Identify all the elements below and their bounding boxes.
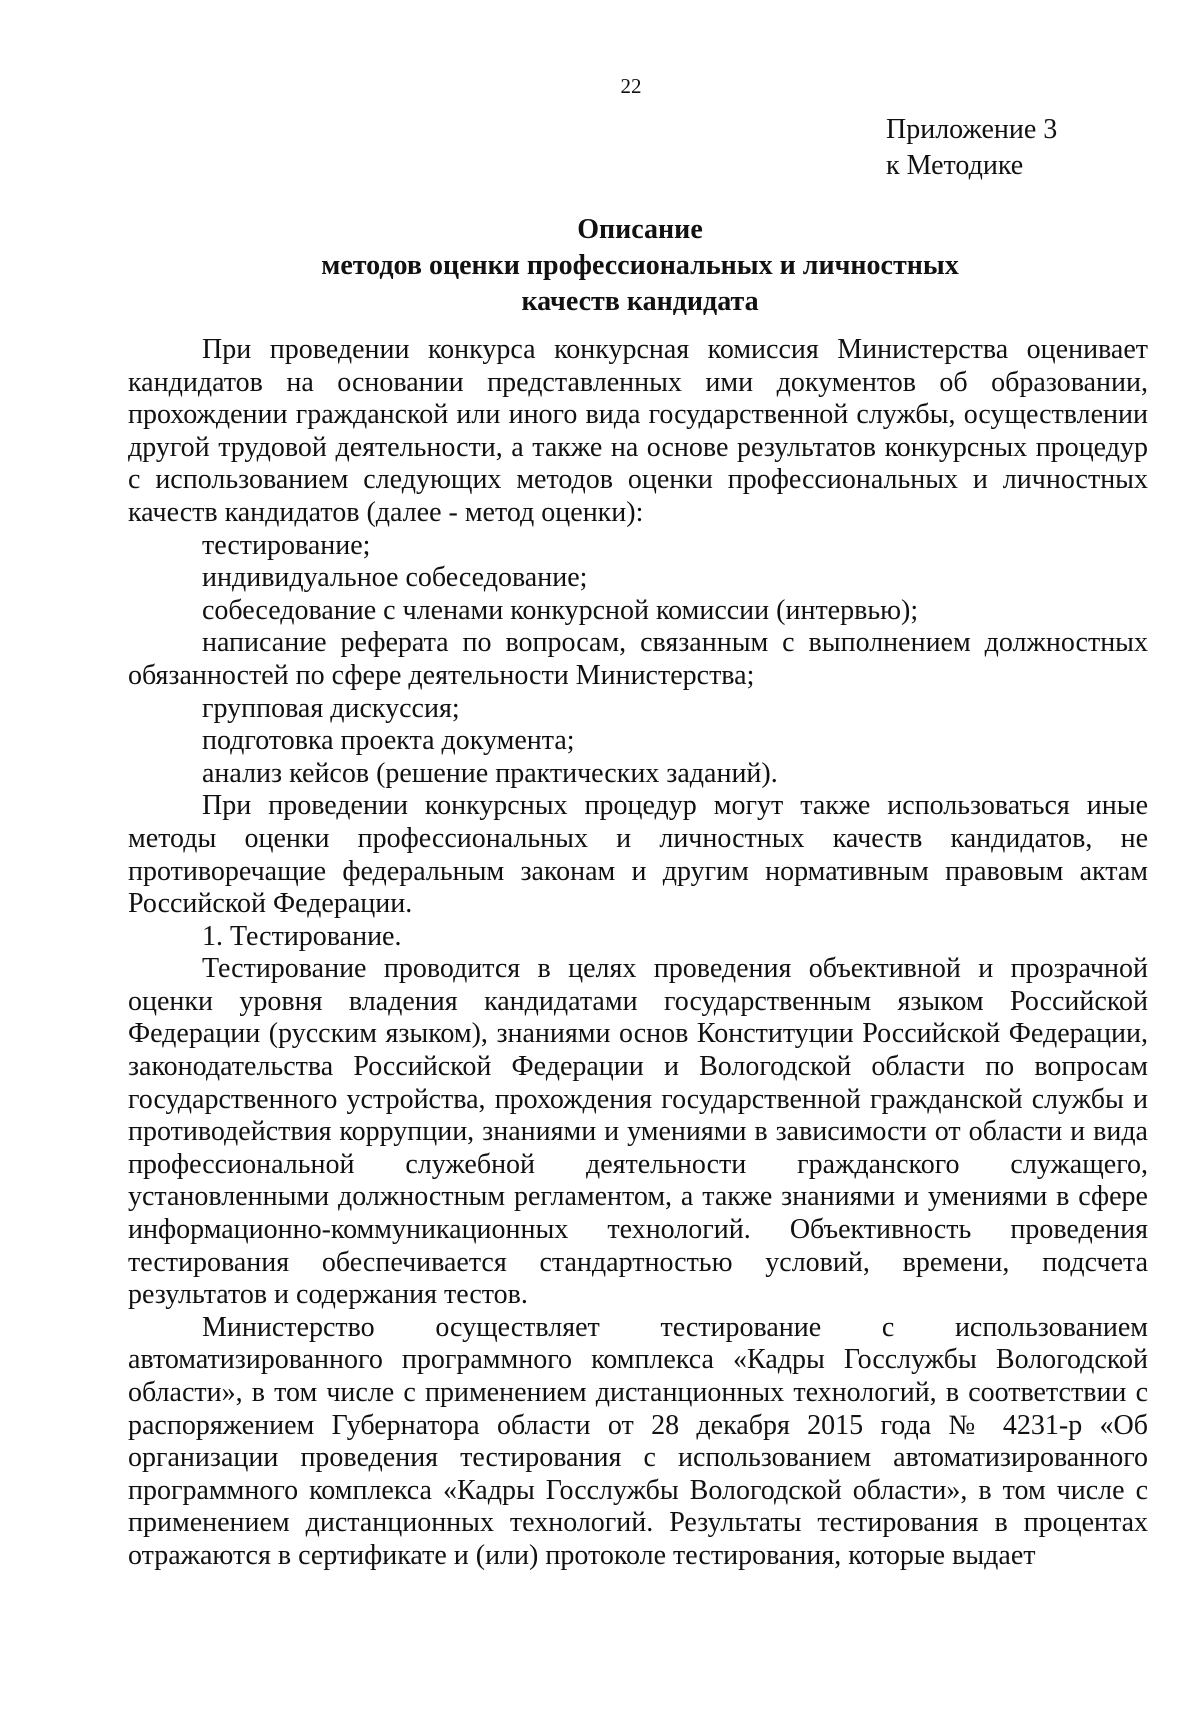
appendix-line-2: к Методике — [886, 150, 1024, 181]
testing-procedure-paragraph: Министерство осуществляет тестирование с использованием автоматизированного программного комплекса «Кадры Госслужбы Вологодской области», в том числе с применением дистанционных технологий, в соответствии с распоряжением Губернатора области от 28 декабря 2015 года № 4231-р «Об организации проведения тестирования с использованием автоматизированного программного комплекса «Кадры Госслужбы Вологодской области», в том числе с применением дистанционных технологий. Результаты тестирования в процентах отражаются в сертификате и (или) протоколе тестирования, которые выдает — [128, 1311, 1148, 1571]
title-line-2: методов оценки профессиональных и личностных — [321, 250, 959, 281]
document-body — [128, 334, 1148, 1573]
method-item: подготовка проекта документа; — [202, 725, 575, 757]
method-item: групповая дискуссия; — [202, 692, 460, 724]
title-line-1: Описание — [577, 214, 703, 245]
method-item: индивидуальное собеседование; — [202, 562, 588, 594]
title-line-3: качеств кандидата — [521, 286, 759, 317]
method-item: тестирование; — [202, 529, 371, 561]
intro-paragraph: При проведении конкурса конкурсная комиссия Министерства оценивает кандидатов на основании представленных ими документов об образовании, прохождении гражданской или иного вида государственной службы, осуществлении другой трудовой деятельности, а также на основе результатов конкурсных процедур с использованием следующих методов оценки профессиональных и личностных качеств кандидатов (далее - метод оценки): — [128, 334, 1148, 528]
testing-paragraph: Тестирование проводится в целях проведения объективной и прозрачной оценки уровня владения кандидатами государственным языком Российской Федерации (русским языком), знаниями основ Конституции Российской Федерации, законодательства Российской Федерации и Вологодской области по вопросам государственного устройства, прохождения государственной гражданской службы и противодействия коррупции, знаниями и умениями в зависимости от области и вида профессиональной служебной деятельности гражданского служащего, установленными должностным регламентом, а также знаниями и умениями в сфере информационно-коммуникационных технологий. Объективность проведения тестирования обеспечивается стандартностью условий, времени, подсчета результатов и содержания тестов. — [128, 953, 1148, 1311]
other-methods-paragraph: При проведении конкурсных процедур могут также использоваться иные методы оценки профессиональных и личностных качеств кандидатов, не противоречащие федеральным законам и другим нормативным правовым актам Российской Федерации. — [128, 790, 1148, 920]
section-heading: 1. Тестирование. — [202, 920, 402, 952]
document-title — [150, 212, 1130, 320]
appendix-reference — [886, 112, 1057, 184]
appendix-line-1: Приложение 3 — [886, 114, 1058, 145]
method-item: написание реферата по вопросам, связанным с выполнением должностных обязанностей по сфере деятельности Министерства; — [128, 627, 1148, 691]
method-item: анализ кейсов (решение практических заданий). — [202, 757, 778, 789]
method-item: собеседование с членами конкурсной комиссии (интервью); — [202, 594, 919, 626]
page-number: 22 — [620, 74, 642, 98]
